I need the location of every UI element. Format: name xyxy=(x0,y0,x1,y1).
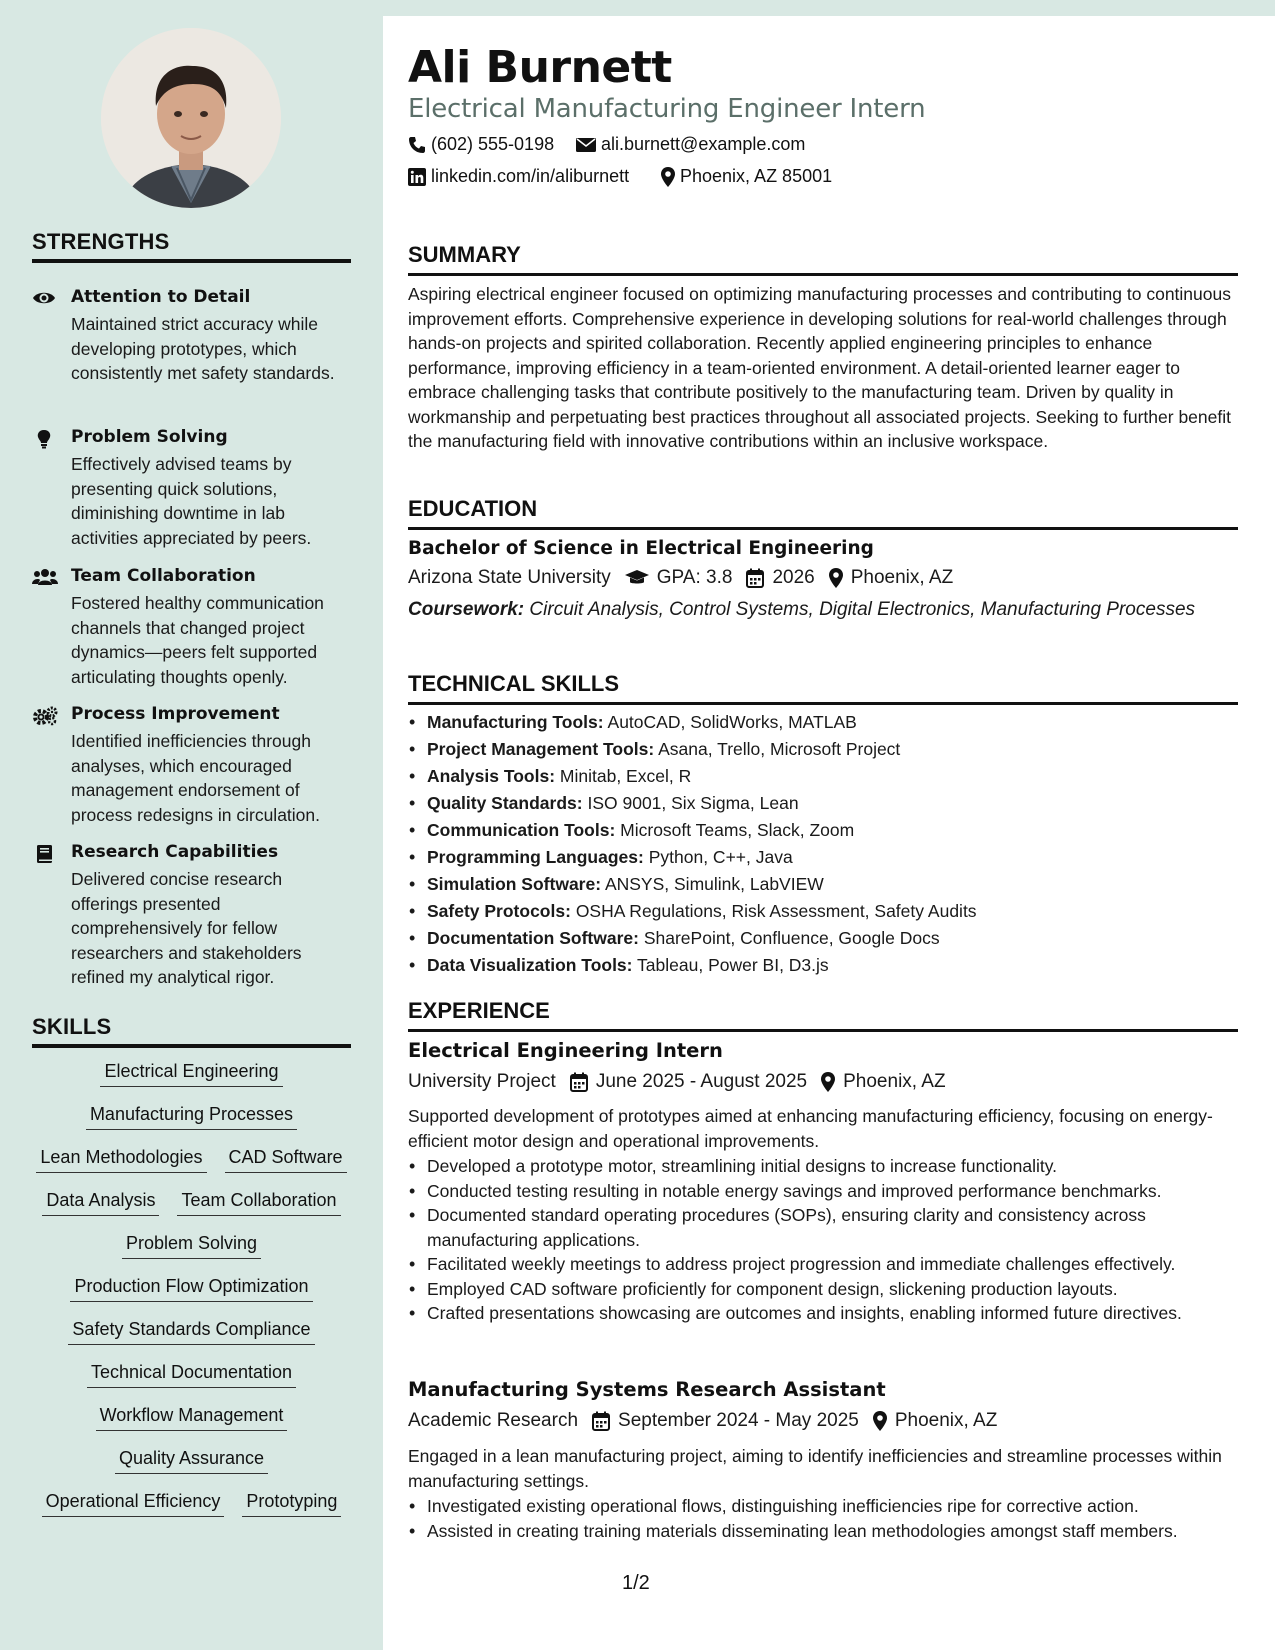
calendar-icon xyxy=(570,1072,588,1092)
job-dates: September 2024 - May 2025 xyxy=(618,1410,859,1431)
map-pin-icon xyxy=(821,1072,835,1092)
eye-icon xyxy=(32,289,56,309)
list-item: • Manufacturing Tools: AutoCAD, SolidWorks, MATLAB xyxy=(408,709,1238,736)
education-heading: EDUCATION xyxy=(408,496,1238,530)
linkedin-icon xyxy=(408,168,426,186)
degree-title: Bachelor of Science in Electrical Engineering xyxy=(408,538,874,559)
list-item: • Developed a prototype motor, streamlining initial designs to increase functionality. xyxy=(408,1154,1238,1179)
header-strip xyxy=(383,0,1275,16)
job-title: Electrical Engineering Intern xyxy=(408,1039,723,1062)
list-item: • Employed CAD software proficiently for component design, slickening production layouts. xyxy=(408,1277,1238,1302)
skill-tag: Data Analysis xyxy=(42,1189,159,1216)
skill-tag: Prototyping xyxy=(242,1490,341,1517)
skill-tag: Electrical Engineering xyxy=(100,1060,282,1087)
skill-tag: Operational Efficiency xyxy=(42,1490,225,1517)
education-meta xyxy=(408,567,953,589)
coursework xyxy=(408,598,1238,622)
technical-skills-heading: TECHNICAL SKILLS xyxy=(408,671,1238,705)
school-location: Phoenix, AZ xyxy=(850,567,954,588)
strength-title: Problem Solving xyxy=(71,427,228,447)
job-summary: Supported development of prototypes aimed at enhancing manufacturing efficiency, focusing on energy-efficient motor design and operational improvements. xyxy=(408,1106,1213,1151)
skill-tag: Safety Standards Compliance xyxy=(68,1318,314,1345)
skill-tag: Team Collaboration xyxy=(177,1189,340,1216)
page-number: 1/2 xyxy=(622,1572,650,1594)
strength-description: Fostered healthy communication channels that changed project dynamics—peers felt supported articulating thoughts openly. xyxy=(71,593,324,687)
skill-tag: Problem Solving xyxy=(122,1232,261,1259)
list-item: • Facilitated weekly meetings to address project progression and immediate challenges effectively. xyxy=(408,1252,1238,1277)
envelope-icon xyxy=(576,137,596,153)
list-item: • Safety Protocols: OSHA Regulations, Risk Assessment, Safety Audits xyxy=(408,898,1238,925)
skill-tag: Technical Documentation xyxy=(87,1361,296,1388)
job-summary: Engaged in a lean manufacturing project, aiming to identify inefficiencies and streamline processes within manufacturing settings. xyxy=(408,1446,1222,1491)
graduation-cap-icon xyxy=(625,569,649,587)
strengths-heading: STRENGTHS xyxy=(32,229,351,263)
email-address[interactable]: ali.burnett@example.com xyxy=(601,134,806,154)
list-item: • Communication Tools: Microsoft Teams, Slack, Zoom xyxy=(408,817,1238,844)
phone-icon xyxy=(408,136,426,154)
gpa: GPA: 3.8 xyxy=(656,567,733,588)
list-item: • Analysis Tools: Minitab, Excel, R xyxy=(408,763,1238,790)
experience-heading: EXPERIENCE xyxy=(408,998,1238,1032)
map-pin-icon xyxy=(873,1411,887,1431)
linkedin-url[interactable]: linkedin.com/in/aliburnett xyxy=(431,166,630,186)
email-contact[interactable] xyxy=(576,134,805,155)
summary-text: Aspiring electrical engineer focused on optimizing manufacturing processes and contributing to continuous improvement efforts. Comprehensive experience in developing solutions for real-world challenges through hands-on projects and spirited collaboration. Recently applied engineering principles to enhance performance, improving efficiency in a team-oriented environment. A detail-oriented learner eager to embrace challenging tasks that contribute positively to the manufacturing team. Driven by quality in workmanship and perpetuating best practices throughout all associated projects. Seeking to further benefit the manufacturing field with innovative contributions within an inclusive workspace. xyxy=(408,284,1231,451)
skill-tag: Production Flow Optimization xyxy=(70,1275,312,1302)
list-item: • Conducted testing resulting in notable energy savings and improved performance benchmarks. xyxy=(408,1179,1238,1204)
strength-description: Identified inefficiencies through analyses, which encouraged management endorsement of process redesigns in circulation. xyxy=(71,731,321,825)
technical-skills-list xyxy=(408,709,1238,979)
job-bullets xyxy=(408,1494,1238,1543)
job-meta xyxy=(408,1071,946,1093)
job-organization: Academic Research xyxy=(408,1410,579,1431)
job-location: Phoenix, AZ xyxy=(894,1410,998,1431)
skill-tag: CAD Software xyxy=(225,1146,347,1173)
skill-tag: Lean Methodologies xyxy=(36,1146,206,1173)
coursework-label: Coursework: xyxy=(408,599,525,620)
strength-title: Team Collaboration xyxy=(71,566,256,586)
list-item: • Project Management Tools: Asana, Trello, Microsoft Project xyxy=(408,736,1238,763)
coursework-list: Circuit Analysis, Control Systems, Digital Electronics, Manufacturing Processes xyxy=(529,599,1196,620)
map-pin-icon xyxy=(829,568,843,588)
skills-heading: SKILLS xyxy=(32,1014,351,1048)
strength-title: Process Improvement xyxy=(71,704,280,724)
strength-description: Delivered concise research offerings presented comprehensively for fellow researchers and stakeholders refined my analytical rigor. xyxy=(71,869,302,987)
phone-contact xyxy=(408,134,554,155)
candidate-title: Electrical Manufacturing Engineer Intern xyxy=(408,94,926,124)
users-icon xyxy=(32,568,56,588)
strength-title: Attention to Detail xyxy=(71,287,251,307)
school-name: Arizona State University xyxy=(408,567,611,588)
skill-tag: Quality Assurance xyxy=(115,1447,268,1474)
profile-photo xyxy=(101,28,281,208)
strength-title: Research Capabilities xyxy=(71,842,279,862)
job-bullets xyxy=(408,1154,1238,1326)
book-icon xyxy=(32,844,56,864)
skills-list xyxy=(32,1060,351,1517)
calendar-icon xyxy=(746,568,764,588)
candidate-name: Ali Burnett xyxy=(408,42,672,93)
list-item: • Documentation Software: SharePoint, Confluence, Google Docs xyxy=(408,925,1238,952)
strength-description: Maintained strict accuracy while developing prototypes, which consistently met safety standards. xyxy=(71,314,335,383)
list-item: • Assisted in creating training materials disseminating lean methodologies amongst staff members. xyxy=(408,1519,1238,1544)
map-pin-icon xyxy=(661,167,675,187)
list-item: • Investigated existing operational flows, distinguishing inefficiencies ripe for corrective action. xyxy=(408,1494,1238,1519)
location-text: Phoenix, AZ 85001 xyxy=(680,166,833,186)
list-item: • Quality Standards: ISO 9001, Six Sigma, Lean xyxy=(408,790,1238,817)
skill-tag: Manufacturing Processes xyxy=(86,1103,297,1130)
graduation-year: 2026 xyxy=(772,567,815,588)
lightbulb-icon xyxy=(32,429,56,449)
job-title: Manufacturing Systems Research Assistant xyxy=(408,1378,886,1401)
list-item: • Data Visualization Tools: Tableau, Power BI, D3.js xyxy=(408,952,1238,979)
skill-tag: Workflow Management xyxy=(96,1404,288,1431)
list-item: • Simulation Software: ANSYS, Simulink, LabVIEW xyxy=(408,871,1238,898)
gears-icon xyxy=(32,706,56,726)
job-location: Phoenix, AZ xyxy=(843,1071,946,1092)
list-item: • Documented standard operating procedures (SOPs), ensuring clarity and consistency across manufacturing applications. xyxy=(408,1203,1238,1252)
calendar-icon xyxy=(592,1411,610,1431)
list-item: • Programming Languages: Python, C++, Java xyxy=(408,844,1238,871)
summary-heading: SUMMARY xyxy=(408,242,1238,276)
job-meta xyxy=(408,1410,997,1432)
phone-number: (602) 555-0198 xyxy=(431,134,555,154)
linkedin-contact[interactable] xyxy=(408,166,629,187)
job-organization: University Project xyxy=(408,1071,556,1092)
job-dates: June 2025 - August 2025 xyxy=(595,1071,808,1092)
list-item: • Crafted presentations showcasing are outcomes and insights, enabling informed future directives. xyxy=(408,1301,1238,1326)
location-contact xyxy=(661,166,832,187)
strength-description: Effectively advised teams by presenting quick solutions, diminishing downtime in lab activities appreciated by peers. xyxy=(71,454,312,548)
